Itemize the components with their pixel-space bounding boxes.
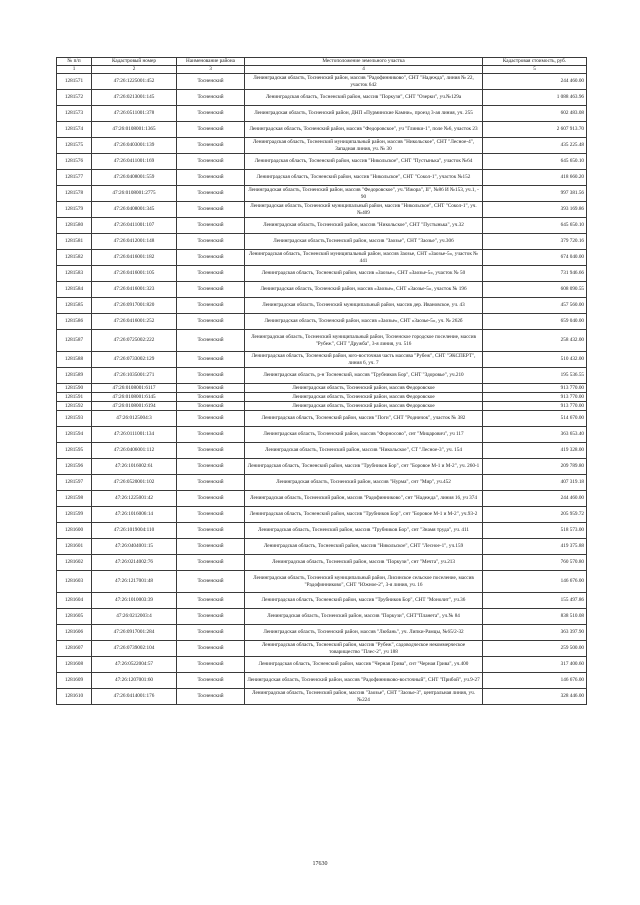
row-number-cell: 1281583 [57, 266, 92, 282]
table-row [57, 352, 587, 368]
table-row [57, 475, 587, 491]
location-cell: Ленинградская область, Тосненский район, массив «Заозье», СНТ «Заозье-5», участок № 196 [245, 282, 483, 298]
row-number-cell: 1281603 [57, 571, 92, 593]
district-cell: Тосненский [177, 689, 245, 705]
cadastral-value-cell: 913 770.00 [483, 393, 587, 402]
district-cell: Тосненский [177, 186, 245, 202]
district-cell: Тосненский [177, 427, 245, 443]
cadastral-value-cell: 363 653.40 [483, 427, 587, 443]
row-number-cell: 1281609 [57, 673, 92, 689]
cadastral-number-cell: 47:26:0404001:15 [92, 539, 177, 555]
district-cell: Тосненский [177, 170, 245, 186]
row-number-cell: 1281592 [57, 402, 92, 411]
cadastral-number-cell: 47:26:1035001:271 [92, 368, 177, 384]
cadastral-number-cell: 47:26:0406001:112 [92, 443, 177, 459]
cadastral-value-cell: 435 225.48 [483, 138, 587, 154]
cadastral-value-cell: 209 789.80 [483, 459, 587, 475]
table-row [57, 170, 587, 186]
cadastral-value-cell: 514 670.00 [483, 411, 587, 427]
location-cell: Ленинградская область, Тосненский район, массив "Никольское", СНТ "Пустынька", уч.32 [245, 218, 483, 234]
district-cell: Тосненский [177, 384, 245, 393]
district-cell: Тосненский [177, 234, 245, 250]
cadastral-number-cell: 47:26:0411001:169 [92, 154, 177, 170]
district-cell: Тосненский [177, 282, 245, 298]
cadastral-value-cell: 146 676.00 [483, 571, 587, 593]
location-cell: Ленинградская область, Тосненский район, массив Федоровское [245, 393, 483, 402]
table-row [57, 74, 587, 90]
location-cell: Ленинградская область,Тосненский район, массив "Заозье", СНТ "Заозье", уч.306 [245, 234, 483, 250]
location-cell: Ленинградская область, Тосненский муниципальный район, Тосненское городское поселение, массив "Рубеж", СНТ "Дружба", 3-я линия, уч. 516 [245, 330, 483, 352]
location-cell: Ленинградская область, Тосненский муниципальный район, массив "Никольское", СНТ "Лесное-4", Западная линия, уч. № 30 [245, 138, 483, 154]
cadastral-value-cell: 760 570.80 [483, 555, 587, 571]
district-cell: Тосненский [177, 106, 245, 122]
row-number-cell: 1281571 [57, 74, 92, 90]
table-row [57, 298, 587, 314]
cadastral-value-table [56, 57, 587, 705]
row-number-cell: 1281574 [57, 122, 92, 138]
table-row [57, 282, 587, 298]
location-cell: Ленинградская область, Тосненский район, массив "Трубников Бор", снт "Боровое М-1 и М-2", уч.93-2 [245, 507, 483, 523]
cadastral-value-cell: 393 169.86 [483, 202, 587, 218]
cadastral-number-cell: 47:26:0108001:1365 [92, 122, 177, 138]
row-number-cell: 1281599 [57, 507, 92, 523]
cadastral-value-cell: 457 560.00 [483, 298, 587, 314]
page-number: 17630 [312, 861, 328, 867]
table-row [57, 689, 587, 705]
cadastral-value-cell: 155 497.86 [483, 593, 587, 609]
district-cell: Тосненский [177, 266, 245, 282]
cadastral-number-cell: 47:26:0725002:222 [92, 330, 177, 352]
row-number-cell: 1281587 [57, 330, 92, 352]
cadastral-value-cell: 997 381.56 [483, 186, 587, 202]
cadastral-value-cell: 659 040.00 [483, 314, 587, 330]
table-row [57, 106, 587, 122]
cadastral-number-cell: 47:26:0108001:2775 [92, 186, 177, 202]
header-cadastral-value: Кадастровая стоимость, руб. [483, 58, 587, 66]
row-number-cell: 1281578 [57, 186, 92, 202]
cadastral-number-cell: 47:26:0733002:129 [92, 352, 177, 368]
table-row [57, 154, 587, 170]
district-cell: Тосненский [177, 154, 245, 170]
table-row [57, 90, 587, 106]
row-number-cell: 1281580 [57, 218, 92, 234]
table-row [57, 657, 587, 673]
district-cell: Тосненский [177, 298, 245, 314]
row-number-cell: 1281591 [57, 393, 92, 402]
cadastral-value-cell: 608 090.55 [483, 282, 587, 298]
location-cell: Ленинградская область, Тосненский район, массив "Нурма", снт "Мир", уч.452 [245, 475, 483, 491]
location-cell: Ленинградская область, Тосненский район, массив "Форносово", снт "Мицарович", уч 117 [245, 427, 483, 443]
table-row [57, 625, 587, 641]
cadastral-number-cell: 47:26:0212003:4 [92, 609, 177, 625]
location-cell: Ленинградская область, Тосненский муниципальный район, Лисинское сельское поселение, массив "Радофинниково", СНТ "Южное-2", 3-я линия, уч. 16 [245, 571, 483, 593]
col-number: 1 [57, 66, 92, 74]
district-cell: Тосненский [177, 475, 245, 491]
row-number-cell: 1281605 [57, 609, 92, 625]
cadastral-value-cell: 259 500.00 [483, 641, 587, 657]
cadastral-number-cell: 47:26:0917001:284 [92, 625, 177, 641]
table-row [57, 523, 587, 539]
location-cell: Ленинградская область, Тосненский район, массив "Никольское", СНТ "Лесное-1", уч.159 [245, 539, 483, 555]
cadastral-value-cell: 1 088 463.96 [483, 90, 587, 106]
table-row [57, 411, 587, 427]
row-number-cell: 1281582 [57, 250, 92, 266]
district-cell: Тосненский [177, 138, 245, 154]
table-row [57, 539, 587, 555]
table-row [57, 368, 587, 384]
row-number-cell: 1281576 [57, 154, 92, 170]
table-row [57, 507, 587, 523]
cadastral-value-cell: 2 607 913.70 [483, 122, 587, 138]
table-row [57, 673, 587, 689]
district-cell: Тосненский [177, 609, 245, 625]
location-cell: Ленинградская область, Тосненский район, массив "Трубников Бор", СНТ "Монолит", уч.36 [245, 593, 483, 609]
cadastral-number-cell: 47:26:0520001:102 [92, 475, 177, 491]
district-cell: Тосненский [177, 411, 245, 427]
location-cell: Ленинградская область, Тосненский район, массив "Федоровское", уч."Ижора", II", №86 И №153, уч.1, - 90 [245, 186, 483, 202]
cadastral-value-cell: 645 650.10 [483, 218, 587, 234]
row-number-cell: 1281577 [57, 170, 92, 186]
cadastral-number-cell: 47:26:0108001:6194 [92, 402, 177, 411]
document-page [56, 57, 586, 705]
cadastral-number-cell: 47:26:1010003:39 [92, 593, 177, 609]
row-number-cell: 1281585 [57, 298, 92, 314]
cadastral-number-cell: 47:26:1225001:42 [92, 491, 177, 507]
row-number-cell: 1281606 [57, 625, 92, 641]
location-cell: Ленинградская область, Тосненский район, массив "Никольское", СНТ "Сокол-1", участок №152 [245, 170, 483, 186]
district-cell: Тосненский [177, 218, 245, 234]
row-number-cell: 1281595 [57, 443, 92, 459]
cadastral-value-cell: 838 510.08 [483, 609, 587, 625]
header-num: № п/п [57, 58, 92, 66]
table-row [57, 218, 587, 234]
col-number: 4 [245, 66, 483, 74]
district-cell: Тосненский [177, 459, 245, 475]
cadastral-value-cell: 328 446.00 [483, 689, 587, 705]
cadastral-number-cell: 47:26:1217001:48 [92, 571, 177, 593]
district-cell: Тосненский [177, 314, 245, 330]
row-number-cell: 1281584 [57, 282, 92, 298]
row-number-cell: 1281594 [57, 427, 92, 443]
table-row [57, 314, 587, 330]
district-cell: Тосненский [177, 74, 245, 90]
location-cell: Ленинградская область, Тосненский район, массив "Заозье", СНТ "Заозье-3", центральная линия, уч. №224 [245, 689, 483, 705]
col-number: 5 [483, 66, 587, 74]
district-cell: Тосненский [177, 202, 245, 218]
table-row [57, 384, 587, 393]
cadastral-value-cell: 645 650.10 [483, 154, 587, 170]
cadastral-number-cell: 47:26:0111001:134 [92, 427, 177, 443]
cadastral-number-cell: 47:26:0416001:252 [92, 314, 177, 330]
cadastral-value-cell: 195 536.55 [483, 368, 587, 384]
district-cell: Тосненский [177, 402, 245, 411]
col-number: 2 [92, 66, 177, 74]
cadastral-value-cell: 602 483.08 [483, 106, 587, 122]
row-number-cell: 1281600 [57, 523, 92, 539]
location-cell: Ленинградская область, Тосненский район, массив "Черная Грива", снт "Черная Грива", уч.400 [245, 657, 483, 673]
location-cell: Ленинградская область, Тосненский район, массив "Радофинниково", снт "Надежда", линия 16, уч 374 [245, 491, 483, 507]
cadastral-value-cell: 244 460.00 [483, 74, 587, 90]
cadastral-value-cell: 244 460.00 [483, 491, 587, 507]
cadastral-number-cell: 47:26:0408001:559 [92, 170, 177, 186]
table-row [57, 459, 587, 475]
row-number-cell: 1281604 [57, 593, 92, 609]
row-number-cell: 1281598 [57, 491, 92, 507]
location-cell: Ленинградская область, Тосненский район, массив "Поркузи", СНТ "Озерки", уч.№129а [245, 90, 483, 106]
district-cell: Тосненский [177, 555, 245, 571]
table-row [57, 202, 587, 218]
row-number-cell: 1281575 [57, 138, 92, 154]
location-cell: Ленинградская область, Тосненский район, массив "Радофинниково", СНТ "Надежда", линия № 22, участок 642 [245, 74, 483, 90]
cadastral-value-cell: 913 770.00 [483, 384, 587, 393]
district-cell: Тосненский [177, 250, 245, 266]
table-row [57, 609, 587, 625]
location-cell: Ленинградская область, Тосненский район, массив "Радофинниково-восточный", СНТ "Прибой", уч.9-27 [245, 673, 483, 689]
location-cell: Ленинградская область, Тосненский район, массив Федоровское [245, 384, 483, 393]
header-district: Наименование района [177, 58, 245, 66]
district-cell: Тосненский [177, 368, 245, 384]
table-row [57, 427, 587, 443]
district-cell: Тосненский [177, 352, 245, 368]
district-cell: Тосненский [177, 491, 245, 507]
cadastral-value-cell: 913 770.00 [483, 402, 587, 411]
table-row [57, 443, 587, 459]
cadastral-number-cell: 47:26:0108001:6145 [92, 393, 177, 402]
cadastral-value-cell: 317 400.60 [483, 657, 587, 673]
cadastral-number-cell: 47:26:0408001:345 [92, 202, 177, 218]
cadastral-number-cell: 47:26:0522004:57 [92, 657, 177, 673]
cadastral-value-cell: 731 946.66 [483, 266, 587, 282]
district-cell: Тосненский [177, 571, 245, 593]
cadastral-number-cell: 47:26:0416001:105 [92, 266, 177, 282]
table-row [57, 250, 587, 266]
location-cell: Ленинградская область, Тосненский муниципальный район, массив Заозье, СНТ «Заозье-5», участок № 441 [245, 250, 483, 266]
column-number-row [57, 66, 587, 74]
cadastral-number-cell: 47:26:1225001:452 [92, 74, 177, 90]
cadastral-number-cell: 47:26:0917001:820 [92, 298, 177, 314]
cadastral-number-cell: 47:26:0125004:3 [92, 411, 177, 427]
location-cell: Ленинградская область, Тосненский район, массив "Федоровское", уч "Глинки-1", поле №6, участок 23 [245, 122, 483, 138]
district-cell: Тосненский [177, 90, 245, 106]
district-cell: Тосненский [177, 523, 245, 539]
location-cell: Ленинградская область, Тосненский район, массив "Трубников Бор", снт "Боровое М-1 и М-2", уч. 260-1 [245, 459, 483, 475]
district-cell: Тосненский [177, 625, 245, 641]
table-row [57, 641, 587, 657]
row-number-cell: 1281579 [57, 202, 92, 218]
district-cell: Тосненский [177, 641, 245, 657]
district-cell: Тосненский [177, 657, 245, 673]
row-number-cell: 1281601 [57, 539, 92, 555]
row-number-cell: 1281610 [57, 689, 92, 705]
row-number-cell: 1281588 [57, 352, 92, 368]
location-cell: Ленинградская область, Тосненский муниципальный район, массив "Никольское", СНТ "Сокол-1", уч.№409 [245, 202, 483, 218]
cadastral-number-cell: 47:26:0403001:139 [92, 138, 177, 154]
location-cell: Ленинградская область, Тосненский район, массив "Любань", уч. Липки-Рамцы, №65/2-32 [245, 625, 483, 641]
table-row [57, 330, 587, 352]
table-row [57, 555, 587, 571]
cadastral-number-cell: 47:26:0416001:323 [92, 282, 177, 298]
district-cell: Тосненский [177, 330, 245, 352]
location-cell: Ленинградская область, Тосненский район, юго-восточная часть массива "Рубеж", СНТ "ЭКСПЕРТ", линия 6, уч. 7 [245, 352, 483, 368]
row-number-cell: 1281586 [57, 314, 92, 330]
location-cell: Ленинградская область, Тосненский район, массив "Никольское", СНТ "Пустынька", участок №64 [245, 154, 483, 170]
district-cell: Тосненский [177, 393, 245, 402]
row-number-cell: 1281597 [57, 475, 92, 491]
location-cell: Ленинградская область, Тосненский муниципальный район, массив дер. Ивановское, уч. 43 [245, 298, 483, 314]
district-cell: Тосненский [177, 507, 245, 523]
cadastral-number-cell: 47:26:1016006:14 [92, 507, 177, 523]
cadastral-number-cell: 47:26:0213001:145 [92, 90, 177, 106]
district-cell: Тосненский [177, 443, 245, 459]
cadastral-value-cell: 510 432.00 [483, 352, 587, 368]
cadastral-number-cell: 47:26:0412001:148 [92, 234, 177, 250]
table-row [57, 571, 587, 593]
cadastral-value-cell: 146 676.00 [483, 673, 587, 689]
row-number-cell: 1281572 [57, 90, 92, 106]
location-cell: Ленинградская область, р-н Тосненский, массив "Трубников Бор", СНТ "Здоровье", уч.210 [245, 368, 483, 384]
location-cell: Ленинградская область, Тосненский район, ДНП «Пурминские Камни», проезд 3-ая линия, уч. 255 [245, 106, 483, 122]
row-number-cell: 1281608 [57, 657, 92, 673]
table-header-row [57, 58, 587, 66]
cadastral-number-cell: 47:26:0214002:76 [92, 555, 177, 571]
table-row [57, 491, 587, 507]
cadastral-value-cell: 674 040.00 [483, 250, 587, 266]
cadastral-number-cell: 47:26:0411001:107 [92, 218, 177, 234]
col-number: 3 [177, 66, 245, 74]
table-row [57, 138, 587, 154]
cadastral-value-cell: 518 573.00 [483, 523, 587, 539]
district-cell: Тосненский [177, 122, 245, 138]
cadastral-number-cell: 47:26:1019004:110 [92, 523, 177, 539]
header-location: Местоположение земельного участка [245, 58, 483, 66]
location-cell: Ленинградская область, Тосненский район, массив Федоровское [245, 402, 483, 411]
row-number-cell: 1281573 [57, 106, 92, 122]
row-number-cell: 1281590 [57, 384, 92, 393]
location-cell: Ленинградская область, Тосненский район, массив "Никольское", СТ "Лесное-3", уч. 154 [245, 443, 483, 459]
cadastral-value-cell: 379 720.16 [483, 234, 587, 250]
row-number-cell: 1281602 [57, 555, 92, 571]
location-cell: Ленинградская область, Тосненский район, массив "Трубников Бор", снт "Знамя труда", уч. 411 [245, 523, 483, 539]
row-number-cell: 1281593 [57, 411, 92, 427]
cadastral-number-cell: 47:26:1016002:61 [92, 459, 177, 475]
district-cell: Тосненский [177, 593, 245, 609]
table-row [57, 593, 587, 609]
cadastral-value-cell: 205 959.72 [483, 507, 587, 523]
table-row [57, 234, 587, 250]
cadastral-number-cell: 47:26:0108001:6117 [92, 384, 177, 393]
table-row [57, 402, 587, 411]
table-row [57, 266, 587, 282]
location-cell: Ленинградская область, Тосненский район, массив "Поги", СНТ "Родничок", участок № 382 [245, 411, 483, 427]
cadastral-number-cell: 47:26:0416001:182 [92, 250, 177, 266]
cadastral-value-cell: 419 375.88 [483, 539, 587, 555]
row-number-cell: 1281581 [57, 234, 92, 250]
cadastral-number-cell: 47:26:1207001:60 [92, 673, 177, 689]
cadastral-number-cell: 47:26:0739002:104 [92, 641, 177, 657]
table-body [57, 74, 587, 705]
district-cell: Тосненский [177, 673, 245, 689]
cadastral-value-cell: 419 328.00 [483, 443, 587, 459]
table-row [57, 393, 587, 402]
cadastral-value-cell: 258 432.00 [483, 330, 587, 352]
district-cell: Тосненский [177, 539, 245, 555]
location-cell: Ленинградская область, Тосненский район, массив «Заозье», СНТ «Заозье-5», участок № 50 [245, 266, 483, 282]
location-cell: Ленинградская область, Тосненский район, массив "Поркузи", СНТ"Планета", уч.№ 84 [245, 609, 483, 625]
row-number-cell: 1281596 [57, 459, 92, 475]
header-cadastral-number: Кадастровый номер [92, 58, 177, 66]
row-number-cell: 1281607 [57, 641, 92, 657]
location-cell: Ленинградская область, Тосненский район, массив «Заозье», СНТ «Заозье-5», уч. № 262б [245, 314, 483, 330]
location-cell: Ленинградская область, Тосненский район, массив "Рубеж", садоводческое некоммерческое товарищество "Плес-2", уч 188 [245, 641, 483, 657]
row-number-cell: 1281589 [57, 368, 92, 384]
table-row [57, 122, 587, 138]
cadastral-value-cell: 363 397.90 [483, 625, 587, 641]
cadastral-number-cell: 47:26:0511001:378 [92, 106, 177, 122]
location-cell: Ленинградская область, Тосненский район, массив "Поркузи", снт "Мечта", уч.213 [245, 555, 483, 571]
cadastral-value-cell: 418 660.20 [483, 170, 587, 186]
cadastral-value-cell: 407 319.18 [483, 475, 587, 491]
cadastral-number-cell: 47:26:0414001:176 [92, 689, 177, 705]
table-row [57, 186, 587, 202]
